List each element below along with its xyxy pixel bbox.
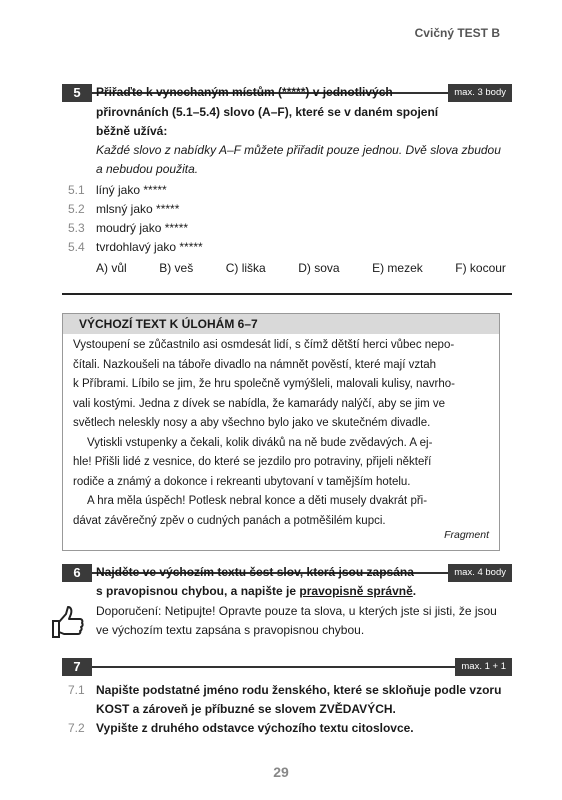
task-6-number: 6 <box>62 564 92 582</box>
task-5-note-2: a nebudou použita. <box>96 162 199 176</box>
task-6-tip-1: Doporučení: Netipujte! Opravte pouze ta slova, u kterých jste si jisti, že jsou <box>96 604 497 618</box>
source-text-title: VÝCHOZÍ TEXT K ÚLOHÁM 6–7 <box>63 314 499 334</box>
source-line: Vytiskli vstupenky a čekali, kolik diváků na ně bude zvědavých. A ej- <box>87 436 433 449</box>
task-5-options <box>96 259 506 278</box>
item-number: 7.2 <box>68 721 85 735</box>
item-text: tvrdohlavý jako ***** <box>96 240 203 254</box>
source-line: vali kostými. Jedna z dívek se nabídla, že kamarády nalýčí, aby se jim ve <box>73 397 445 410</box>
task-7-bar <box>62 660 512 674</box>
task-5-note-1: Každé slovo z nabídky A–F můžete přiřadit pouze jednou. Dvě slova zbudou <box>96 143 501 157</box>
page-header: Cvičný TEST B <box>414 26 500 40</box>
option: C) liška <box>225 261 266 275</box>
task-5-points: max. 3 body <box>448 84 512 102</box>
item-number: 5.3 <box>68 221 85 235</box>
item-text: moudrý jako ***** <box>96 221 189 235</box>
option: D) sova <box>298 261 340 275</box>
item-number: 7.1 <box>68 683 85 697</box>
task-7-2-line-1: Vypište z druhého odstavce výchozího textu citoslovce. <box>96 721 414 735</box>
task-5-instruction-3: běžně užívá: <box>96 124 168 138</box>
source-line: hle! Přišli lidé z vesnice, do které se jezdilo pro potraviny, přijeli někteří <box>73 456 432 468</box>
item-number: 5.4 <box>68 240 85 254</box>
item-number: 5.2 <box>68 202 85 216</box>
task-7-1-line-1: Napište podstatné jméno rodu ženského, které se skloňuje podle vzoru <box>96 683 502 697</box>
task-6-instruction-2: s pravopisnou chybou, a napište je pravopisně správně. <box>96 584 417 598</box>
task-6-points: max. 4 body <box>448 564 512 582</box>
option: A) vůl <box>96 261 127 275</box>
task-7-points: max. 1 + 1 <box>455 658 512 676</box>
task-5-number: 5 <box>62 84 92 102</box>
source-text-box <box>62 313 500 551</box>
source-line: rodiče a známý a dokonce i rekreanti ubytovaní v tamějším hotelu. <box>73 475 411 488</box>
option: B) veš <box>159 261 194 275</box>
task-5-instruction-2: přirovnáních (5.1–5.4) slovo (A–F), které se v daném spojení <box>96 105 439 119</box>
task-6-instruction-1: Najděte ve výchozím textu šest slov, která jsou zapsána <box>96 565 414 579</box>
source-attribution: Fragment <box>444 529 489 541</box>
source-line: A hra měla úspěch! Potlesk nebral konce a děti musely dvakrát při- <box>87 495 428 507</box>
thumbs-up-icon <box>50 604 88 642</box>
task-7-number: 7 <box>62 658 92 676</box>
item-number: 5.1 <box>68 183 85 197</box>
task-7-1-line-2: KOST a zároveň je příbuzné se slovem ZVĚDAVÝCH. <box>96 702 396 716</box>
source-line: Vystoupení se zůčastnilo asi osmdesát lidí, s čímž dětští herci vůbec nepo- <box>73 339 455 351</box>
source-line: dávat závěrečný zpěv o cudných panách a potměšilém kupci. <box>73 514 386 527</box>
option: F) kocour <box>455 261 506 275</box>
source-line: čítali. Nazkoušeli na táboře divadlo na námnět pověstí, které mají vztah <box>73 358 437 371</box>
page-number: 29 <box>273 764 289 780</box>
item-text: mlsný jako ***** <box>96 202 180 216</box>
source-line: k Příbrami. Líbilo se jim, že hru společně vymýšleli, malovali kulisy, navrho- <box>73 378 455 390</box>
source-line: světlech neleskly nosy a aby všechno bylo jako ve skutečném divadle. <box>73 417 431 429</box>
task-6-tip-2: ve výchozím textu zapsána s pravopisnou chybou. <box>96 623 365 637</box>
item-text: líný jako ***** <box>96 183 167 197</box>
task-5-instruction-1: Přiřaďte k vynechaným místům (*****) v jednotlivých <box>96 85 393 99</box>
section-divider <box>62 293 512 295</box>
option: E) mezek <box>372 261 423 275</box>
